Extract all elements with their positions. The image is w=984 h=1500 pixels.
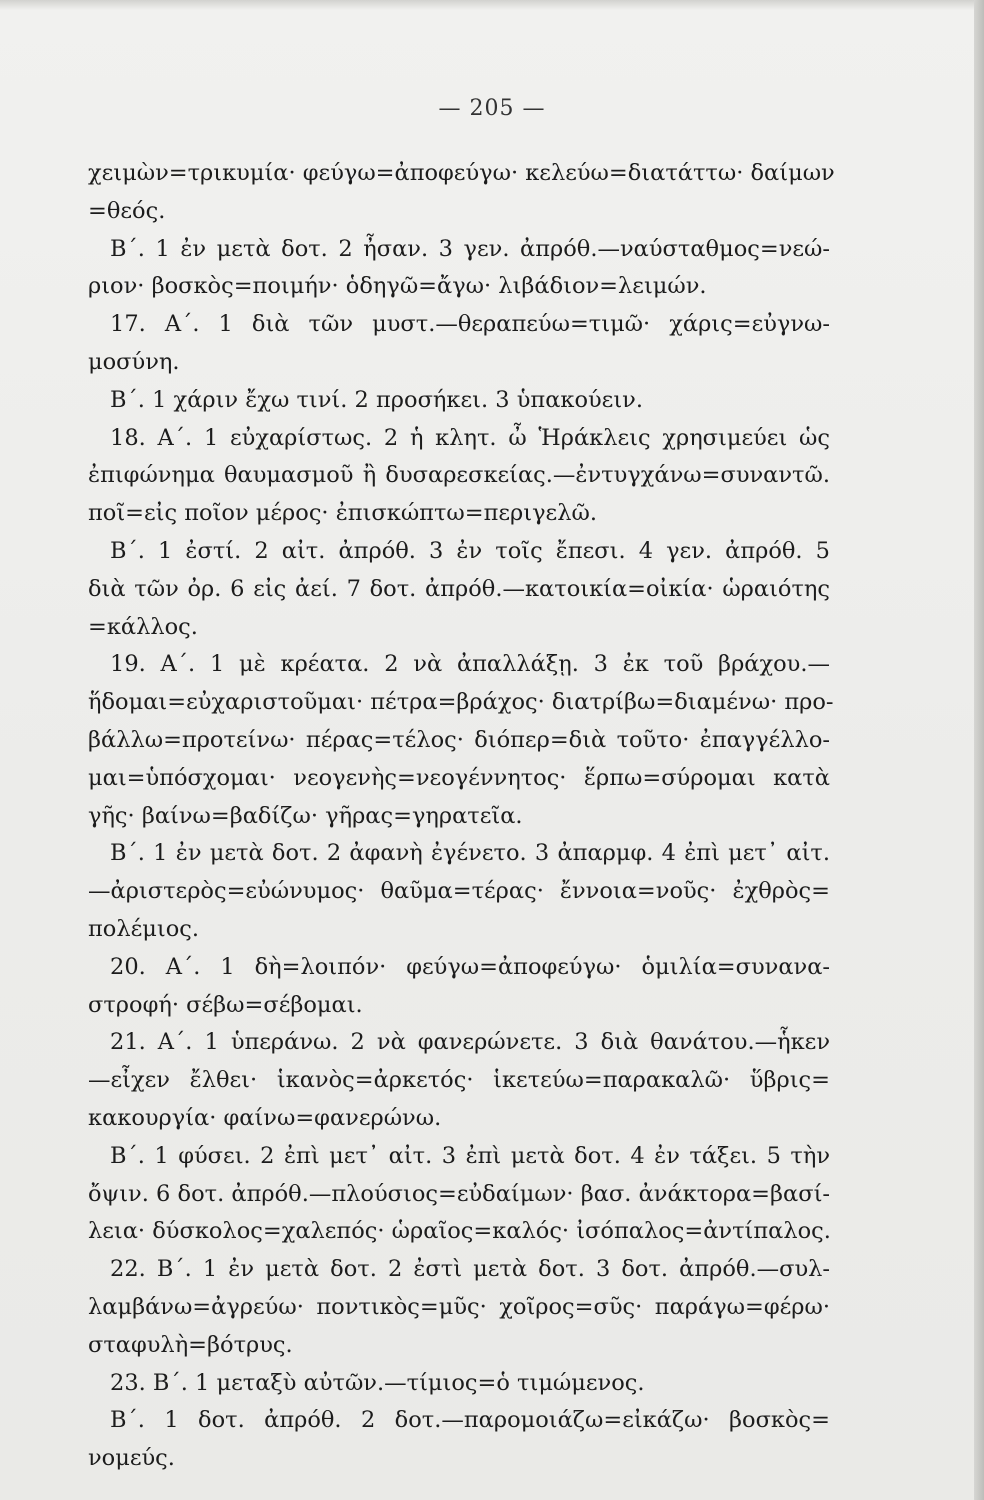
text-line: Β΄. 1 ἐν μετὰ δοτ. 2 ἦσαν. 3 γεν. ἀπρόθ.—ναύσταθμος=νεώ-	[110, 235, 830, 262]
text-line: Β΄. 1 ἐν μετὰ δοτ. 2 ἀφανὴ ἐγένετο. 3 ἀπαρμφ. 4 ἐπὶ μετ᾽ αἰτ.	[110, 840, 830, 867]
text-line: διὰ τῶν ὀρ. 6 εἰς ἀεί. 7 δοτ. ἀπρόθ.—κατοικία=οἰκία· ὡραιότης	[88, 575, 830, 602]
text-body	[88, 155, 835, 1478]
text-line: Β΄. 1 δοτ. ἀπρόθ. 2 δοτ.—παρομοιάζω=εἰκάζω· βοσκὸς=	[110, 1407, 830, 1434]
text-line: χειμὼν=τρικυμία· φεύγω=ἀποφεύγω· κελεύω=διατάττω· δαίμων	[88, 160, 835, 186]
text-line: ποῖ=εἰς ποῖον μέρος· ἐπισκώπτω=περιγελῶ.	[88, 500, 597, 527]
text-line: 21. Α΄. 1 ὑπεράνω. 2 νὰ φανερώνετε. 3 διὰ θανάτου.—ἧκεν	[110, 1029, 830, 1056]
text-line: Β΄. 1 φύσει. 2 ἐπὶ μετ᾽ αἰτ. 3 ἐπὶ μετὰ δοτ. 4 ἐν τάξει. 5 τὴν	[110, 1142, 830, 1169]
text-line: γῆς· βαίνω=βαδίζω· γῆρας=γηρατεῖα.	[88, 802, 523, 829]
text-line: κακουργία· φαίνω=φανερώνω.	[88, 1104, 442, 1131]
text-line: νομεύς.	[88, 1445, 175, 1472]
text-line: 17. Α΄. 1 διὰ τῶν μυστ.—θεραπεύω=τιμῶ· χάρις=εὐγνω-	[110, 311, 830, 338]
text-line: —ἀριστερὸς=εὐώνυμος· θαῦμα=τέρας· ἔννοια=νοῦς· ἐχθρὸς=	[88, 878, 830, 905]
text-line: ἥδομαι=εὐχαριστοῦμαι· πέτρα=βράχος· διατρίβω=διαμένω· προ-	[88, 689, 834, 716]
text-line: Β΄. 1 χάριν ἔχω τινί. 2 προσήκει. 3 ὑπακούειν.	[110, 386, 643, 413]
text-line: σταφυλὴ=βότρυς.	[88, 1331, 293, 1358]
text-line: Β΄. 1 ἐστί. 2 αἰτ. ἀπρόθ. 3 ἐν τοῖς ἔπεσι. 4 γεν. ἀπρόθ. 5	[110, 537, 830, 564]
text-line: 20. Α΄. 1 δὴ=λοιπόν· φεύγω=ἀποφεύγω· ὁμιλία=συνανα-	[110, 953, 830, 980]
text-line: ὄψιν. 6 δοτ. ἀπρόθ.—πλούσιος=εὐδαίμων· βασ. ἀνάκτορα=βασί-	[88, 1180, 830, 1207]
text-line: 22. Β΄. 1 ἐν μετὰ δοτ. 2 ἐστὶ μετὰ δοτ. 3 δοτ. ἀπρόθ.—συλ-	[110, 1256, 830, 1283]
text-line: στροφή· σέβω=σέβομαι.	[88, 991, 363, 1018]
text-line: πολέμιος.	[88, 915, 199, 942]
text-line: λεια· δύσκολος=χαλεπός· ὡραῖος=καλός· ἰσόπαλος=ἀντίπαλος.	[88, 1218, 831, 1245]
text-line: 23. Β΄. 1 μεταξὺ αὐτῶν.—τίμιος=ὁ τιμώμενος.	[110, 1369, 645, 1396]
text-line: μοσύνη.	[88, 348, 180, 375]
text-line: =θεός.	[88, 197, 166, 224]
text-line: βάλλω=προτείνω· πέρας=τέλος· διόπερ=διὰ τοῦτο· ἐπαγγέλλο-	[88, 726, 830, 753]
page-edge-shadow	[974, 0, 984, 1500]
page-number: — 205 —	[438, 96, 546, 121]
text-line: μαι=ὑπόσχομαι· νεογενὴς=νεογέννητος· ἕρπω=σύρομαι κατὰ	[88, 764, 830, 791]
text-line: —εἶχεν ἔλθει· ἱκανὸς=ἀρκετός· ἱκετεύω=παρακαλῶ· ὕβρις=	[88, 1067, 830, 1094]
text-line: 19. Α΄. 1 μὲ κρέατα. 2 νὰ ἀπαλλάξῃ. 3 ἐκ τοῦ βράχου.—	[110, 651, 830, 678]
text-line: λαμβάνω=ἀγρεύω· ποντικὸς=μῦς· χοῖρος=σῦς· παράγω=φέρω·	[88, 1293, 830, 1320]
text-line: =κάλλος.	[88, 613, 198, 640]
text-line: 18. Α΄. 1 εὐχαρίστως. 2 ἡ κλητ. ὦ Ἡράκλεις χρησιμεύει ὡς	[110, 424, 830, 451]
text-line: ριον· βοσκὸς=ποιμήν· ὁδηγῶ=ἄγω· λιβάδιον=λειμών.	[88, 273, 707, 300]
page-top-shadow	[0, 0, 984, 10]
text-line: ἐπιφώνημα θαυμασμοῦ ἢ δυσαρεσκείας.—ἐντυγχάνω=συναντῶ.	[88, 462, 830, 489]
